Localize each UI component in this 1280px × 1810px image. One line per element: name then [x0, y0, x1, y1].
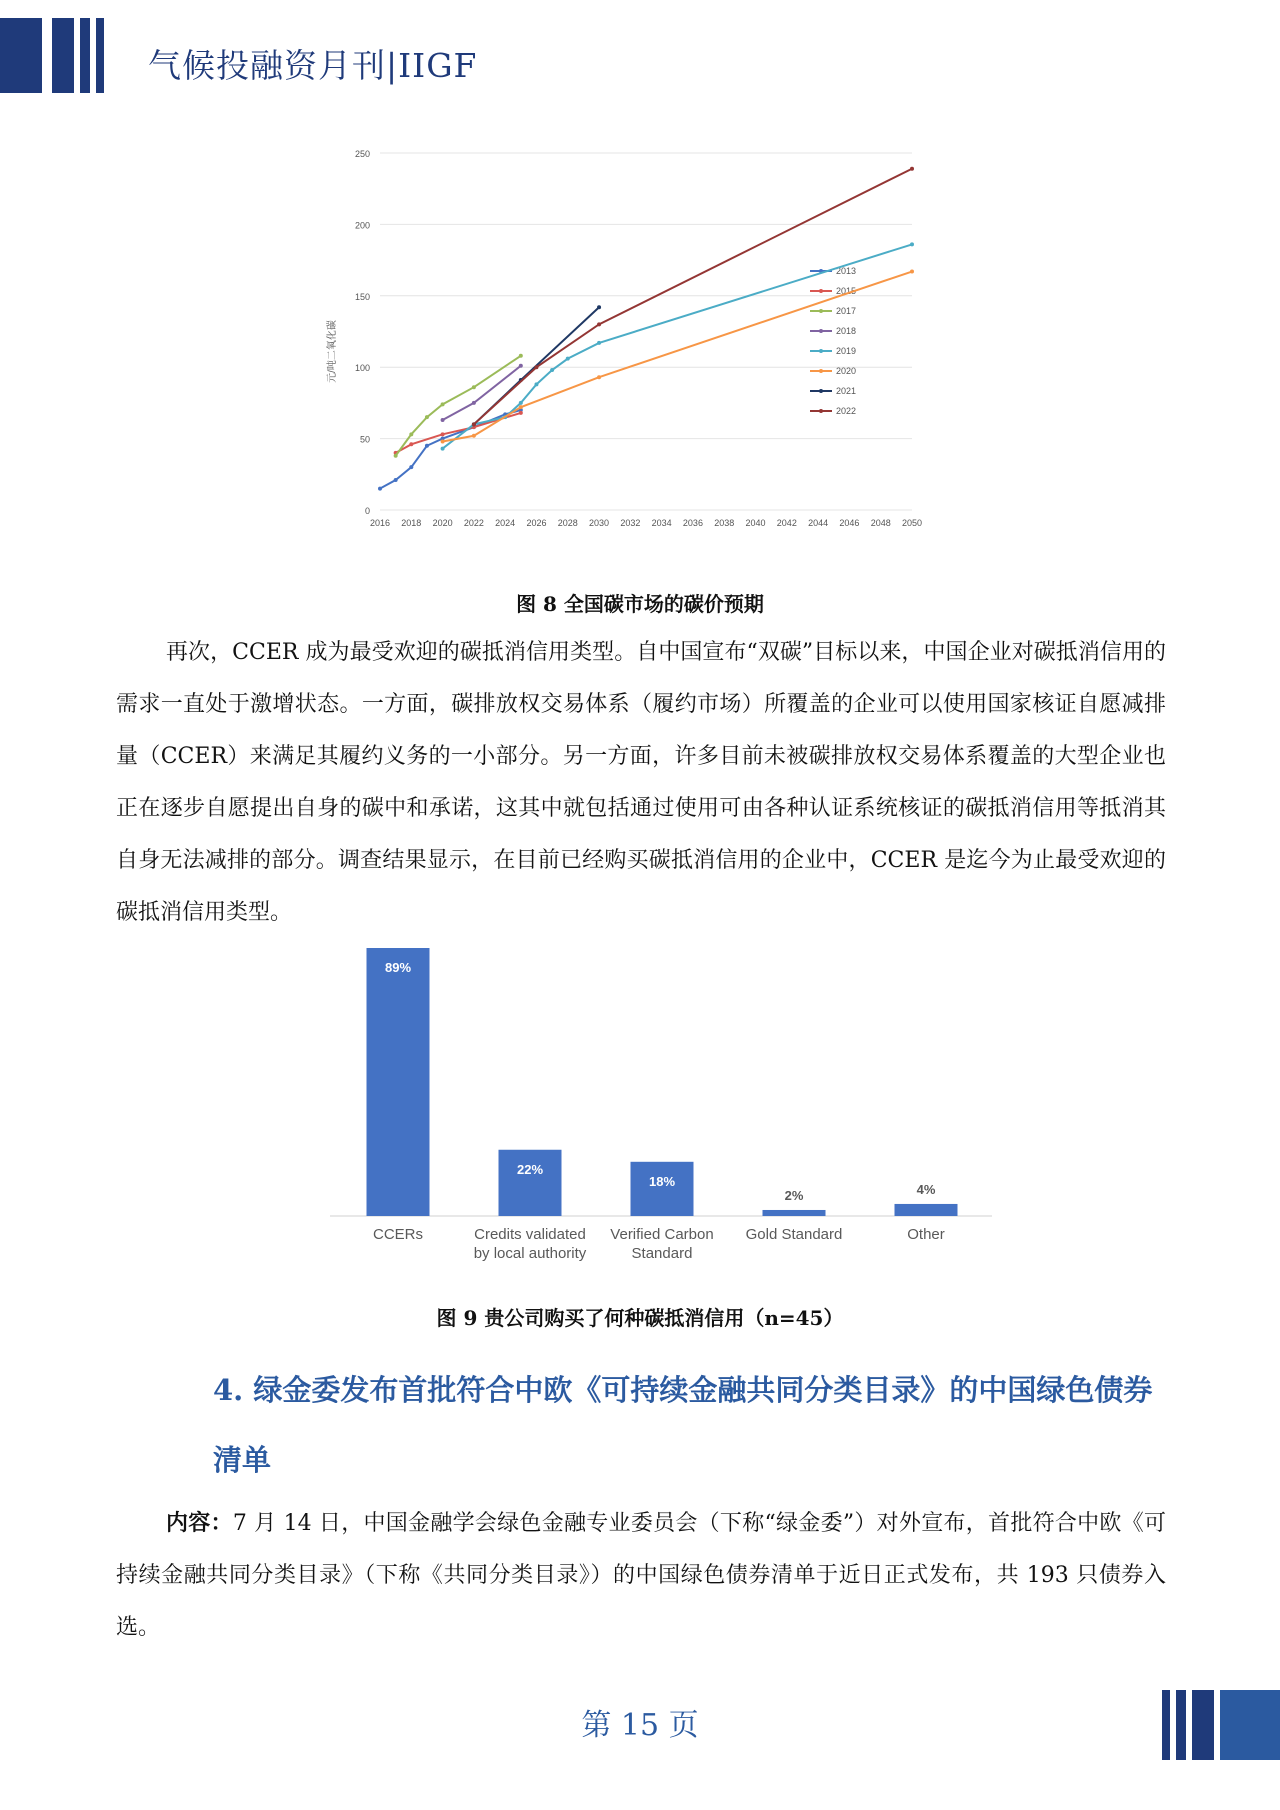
data-point [472, 422, 476, 426]
category-label: Gold Standard [745, 1226, 843, 1243]
carbon-price-chart [318, 138, 930, 538]
legend-label: 2022 [836, 406, 857, 416]
offset-type-chart [320, 945, 1000, 1275]
data-point [597, 305, 601, 309]
legend-label: 2013 [836, 266, 857, 276]
x-tick-label: 2048 [870, 518, 891, 528]
offset-type-bar-chart [320, 945, 1000, 1275]
category-label: Verified Carbon [610, 1226, 714, 1243]
figure8-caption: 图 8 全国碳市场的碳价预期 [516, 592, 764, 616]
x-tick-label: 2046 [839, 518, 860, 528]
legend-marker [819, 349, 823, 353]
header-title: 气候投融资月刊|IIGF [148, 46, 478, 85]
x-tick-label: 2022 [463, 518, 484, 528]
data-point [441, 439, 445, 443]
data-label: 22% [516, 1161, 544, 1177]
data-point [378, 487, 382, 491]
data-point [441, 402, 445, 406]
data-point [534, 365, 538, 369]
data-point [472, 385, 476, 389]
data-point [441, 418, 445, 422]
category-label: Standard [631, 1245, 693, 1262]
data-point [394, 454, 398, 458]
y-tick-label: 50 [359, 434, 370, 445]
data-point [597, 322, 601, 326]
legend-marker [819, 389, 823, 393]
y-tick-label: 200 [354, 220, 370, 231]
data-point [409, 432, 413, 436]
page-number: 第 15 页 [581, 1708, 699, 1743]
data-point [519, 364, 523, 368]
data-label: 18% [648, 1173, 676, 1189]
paragraph-ccer [116, 627, 1166, 939]
x-tick-label: 2016 [369, 518, 391, 528]
data-label: 89% [384, 960, 412, 975]
category-label: CCERs [372, 1226, 424, 1243]
bar-1 [367, 948, 430, 1216]
legend-label: 2017 [836, 306, 857, 316]
data-point [394, 478, 398, 482]
data-point [425, 444, 429, 448]
content-paragraph [116, 1497, 1166, 1654]
x-tick-label: 2026 [526, 518, 547, 528]
x-tick-label: 2038 [714, 518, 735, 528]
legend-label: 2021 [836, 386, 857, 396]
legend-marker [819, 289, 823, 293]
data-point [597, 375, 601, 379]
legend-marker [819, 309, 823, 313]
x-tick-label: 2024 [495, 518, 516, 528]
category-label: Credits validated [474, 1226, 586, 1243]
data-point [910, 242, 914, 246]
category-label: by local authority [473, 1245, 587, 1262]
data-point [519, 405, 523, 409]
data-point [441, 447, 445, 451]
legend-label: 2019 [836, 346, 857, 356]
content-label: 内容： [166, 1510, 233, 1536]
legend-label: 2020 [836, 366, 857, 376]
x-tick-label: 2040 [745, 518, 766, 528]
data-point [519, 354, 523, 358]
bar-2 [499, 1150, 562, 1216]
bar-3 [631, 1162, 694, 1216]
x-tick-label: 2028 [557, 518, 578, 528]
data-point [550, 368, 554, 372]
data-point [566, 357, 570, 361]
section-heading: 4. 绿金委发布首批符合中欧《可持续金融共同分类目录》的中国绿色债券清单 [213, 1373, 1153, 1477]
data-label: 4% [916, 1181, 936, 1197]
x-tick-label: 2034 [651, 518, 672, 528]
data-point [472, 401, 476, 405]
data-point [519, 401, 523, 405]
data-point [425, 415, 429, 419]
legend-label: 2018 [836, 326, 857, 336]
data-point [409, 465, 413, 469]
bar-5 [895, 1204, 958, 1216]
data-point [441, 432, 445, 436]
y-axis-label: 元/吨二氧化碳 [327, 320, 338, 383]
x-tick-label: 2042 [776, 518, 797, 528]
legend-marker [819, 329, 823, 333]
legend-marker [819, 369, 823, 373]
bar-4 [763, 1210, 826, 1216]
x-tick-label: 2050 [901, 518, 923, 528]
data-point [597, 341, 601, 345]
y-tick-label: 150 [354, 291, 370, 302]
figure9-caption: 图 9 贵公司购买了何种碳抵消信用（n=45） [436, 1306, 844, 1330]
x-tick-label: 2030 [589, 518, 610, 528]
data-point [409, 442, 413, 446]
content-text: 7 月 14 日，中国金融学会绿色金融专业委员会（下称“绿金委”）对外宣布，首批符合中欧《可持续金融共同分类目录》（下称《共同分类目录》）的中国绿色债券清单于近日正式发布，共 193 只债券入选。 [116, 1511, 1166, 1640]
data-point [534, 382, 538, 386]
data-point [910, 270, 914, 274]
carbon-price-line-chart [318, 138, 930, 538]
x-tick-label: 2036 [682, 518, 703, 528]
x-tick-label: 2020 [432, 518, 453, 528]
legend-marker [819, 409, 823, 413]
data-point [910, 167, 914, 171]
legend-label: 2015 [836, 286, 857, 296]
y-tick-label: 0 [364, 506, 370, 516]
paragraph-content [116, 1497, 1166, 1654]
category-label: Other [907, 1226, 945, 1243]
x-tick-label: 2032 [620, 518, 641, 528]
data-point [519, 411, 523, 415]
data-label: 2% [784, 1187, 804, 1203]
series-line-2017 [396, 356, 521, 456]
data-point [472, 434, 476, 438]
paragraph-text: 再次，CCER 成为最受欢迎的碳抵消信用类型。自中国宣布“双碳”目标以来，中国企业对碳抵消信用的需求一直处于激增状态。一方面，碳排放权交易体系（履约市场）所覆盖的企业可以使用国家核证自愿减排量（CCER）来满足其履约义务的一小部分。另一方面，许多目前未被碳排放权交易体系覆盖的大型企业也正在逐步自愿提出自身的碳中和承诺，这其中就包括通过使用可由各种认证系统核证的碳抵消信用等抵消其自身无法减排的部分。调查结果显示，在目前已经购买碳抵消信用的企业中，CCER 是迄今为止最受欢迎的碳抵消信用类型。 [116, 640, 1166, 925]
y-tick-label: 100 [354, 363, 370, 374]
x-tick-label: 2044 [808, 518, 829, 528]
y-tick-label: 250 [354, 149, 370, 159]
x-tick-label: 2018 [401, 518, 422, 528]
